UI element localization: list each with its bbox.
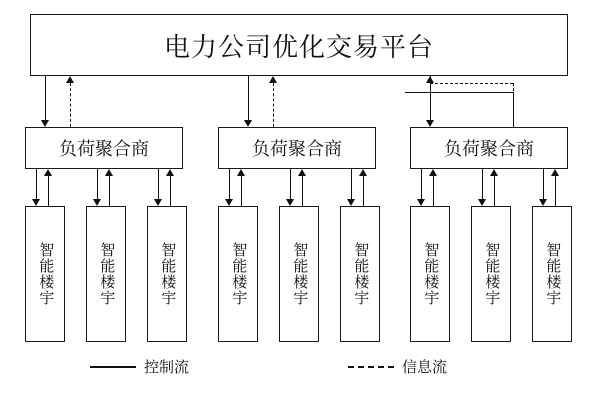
info-arrow-agg2-platform (269, 76, 277, 83)
building-label-6: 智能楼宇 (352, 242, 369, 306)
control-line-agg3-bld9 (543, 169, 544, 199)
info-arrow-bld1-agg1 (44, 169, 52, 176)
control-line-agg3-bld7 (421, 169, 422, 199)
info-line-bld8-agg3 (494, 176, 495, 206)
building-label-3: 智能楼宇 (159, 242, 176, 306)
info-arrow-bld6-agg2 (359, 169, 367, 176)
info-line-bld2-agg1 (109, 176, 110, 206)
info-arrow-agg1-platform (66, 76, 74, 83)
info-arrow-bld2-agg1 (105, 169, 113, 176)
building-box-9 (532, 206, 572, 342)
aggregator-label-3: 负荷聚合商 (444, 139, 534, 159)
legend-item-info-flow (348, 356, 447, 377)
info-line-bld6-agg2 (363, 176, 364, 206)
info-bus-agg3 (430, 83, 513, 84)
control-line-agg2-bld5 (290, 169, 291, 199)
control-arrow-agg2-bld4 (225, 199, 233, 206)
platform-label: 电力公司优化交易平台 (163, 32, 434, 62)
aggregator-box-2 (218, 127, 376, 169)
building-label-1: 智能楼宇 (37, 242, 54, 306)
info-arrow-bld8-agg3 (490, 169, 498, 176)
control-arrow-agg3-bld9 (539, 199, 547, 206)
building-label-4: 智能楼宇 (230, 242, 247, 306)
control-arrow-agg2-bld5 (286, 199, 294, 206)
info-line-bld7-agg3 (433, 176, 434, 206)
info-arrow-bld4-agg2 (237, 169, 245, 176)
control-arrow-platform-agg1 (41, 120, 49, 127)
control-line-agg3-bld8 (482, 169, 483, 199)
control-line-agg1-bld2 (97, 169, 98, 199)
info-line-bld5-agg2 (302, 176, 303, 206)
building-box-5 (279, 206, 319, 342)
building-box-7 (410, 206, 450, 342)
building-box-3 (147, 206, 187, 342)
control-line-agg1-bld3 (158, 169, 159, 199)
building-box-2 (86, 206, 126, 342)
control-line-agg2-bld6 (351, 169, 352, 199)
control-arrow-platform-agg2 (244, 120, 252, 127)
control-arrow-agg2-bld6 (347, 199, 355, 206)
control-arrow-agg3-bld7 (417, 199, 425, 206)
info-arrow-bld3-agg1 (166, 169, 174, 176)
info-arrow-bld9-agg3 (551, 169, 559, 176)
building-label-8: 智能楼宇 (483, 242, 500, 306)
info-line-bld3-agg1 (170, 176, 171, 206)
info-line-agg2-platform (273, 83, 274, 127)
building-label-7: 智能楼宇 (422, 242, 439, 306)
building-label-5: 智能楼宇 (291, 242, 308, 306)
aggregator-label-2: 负荷聚合商 (252, 139, 342, 159)
legend-item-control-flow (90, 356, 189, 377)
aggregator-label-1: 负荷聚合商 (59, 139, 149, 159)
aggregator-box-3 (410, 127, 568, 169)
building-box-6 (340, 206, 380, 342)
legend (90, 356, 510, 384)
control-arrow-platform-agg3 (426, 120, 434, 127)
platform-box (30, 14, 568, 76)
legend-label-info-flow: 信息流 (402, 360, 448, 376)
control-arrow-agg1-bld3 (154, 199, 162, 206)
building-label-2: 智能楼宇 (98, 242, 115, 306)
aggregator-box-1 (25, 127, 183, 169)
info-arrow-agg3-platform (426, 76, 434, 83)
control-arrow-agg1-bld2 (93, 199, 101, 206)
info-line-bld4-agg2 (241, 176, 242, 206)
control-line-platform-agg1 (45, 76, 46, 120)
control-line-platform-agg2 (248, 76, 249, 120)
info-line-bld1-agg1 (48, 176, 49, 206)
dashed-line-icon (348, 366, 394, 368)
control-line-agg2-bld4 (229, 169, 230, 199)
info-line-agg1-platform (70, 83, 71, 127)
control-bus-agg3 (405, 92, 513, 93)
building-box-4 (218, 206, 258, 342)
control-arrow-agg3-bld8 (478, 199, 486, 206)
info-arrow-bld7-agg3 (429, 169, 437, 176)
building-box-1 (25, 206, 65, 342)
info-riser-agg3 (513, 83, 514, 127)
info-arrow-bld5-agg2 (298, 169, 306, 176)
legend-label-control-flow: 控制流 (144, 360, 190, 376)
control-arrow-agg1-bld1 (32, 199, 40, 206)
control-line-agg1-bld1 (36, 169, 37, 199)
info-line-bld9-agg3 (555, 176, 556, 206)
building-box-8 (471, 206, 511, 342)
building-label-9: 智能楼宇 (544, 242, 561, 306)
solid-line-icon (90, 366, 136, 368)
